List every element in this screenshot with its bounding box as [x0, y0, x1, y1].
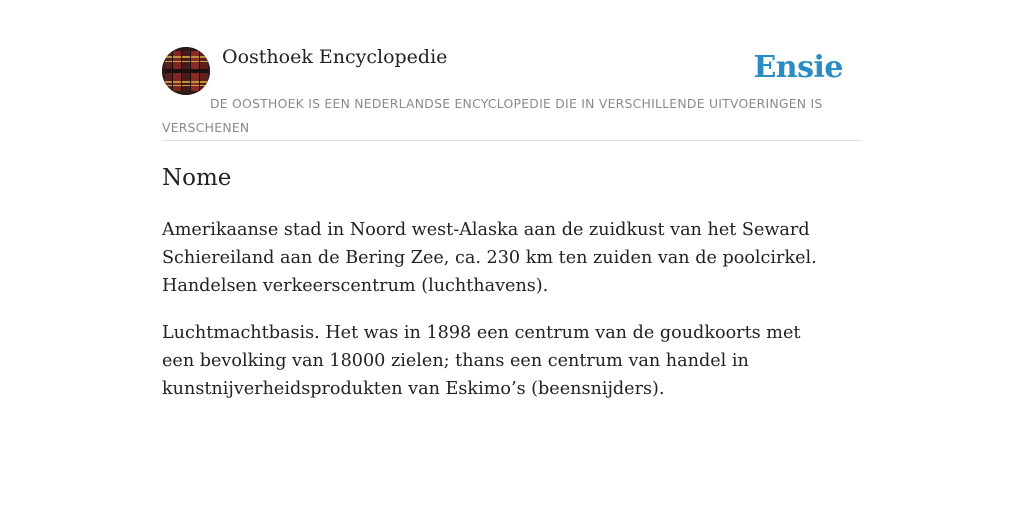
article: [162, 160, 862, 403]
article-paragraph: Amerikaanse stad in Noord west-Alaska aan de zuidkust van het Seward Schiereiland aan de Bering Zee, ca. 230 km ten zuiden van de poolcirkel. Handelsen verkeerscentrum (luchthavens).: [162, 220, 817, 296]
avatar[interactable]: [162, 47, 210, 95]
site-title-link[interactable]: Oosthoek Encyclopedie: [222, 46, 448, 68]
site-tagline: DE OOSTHOEK IS EEN NEDERLANDSE ENCYCLOPEDIE DIE IN VERSCHILLENDE UITVOERINGEN IS VERSCHENEN: [162, 96, 823, 135]
ensie-logo-link[interactable]: Ensie: [753, 50, 843, 85]
article-title: Nome: [162, 165, 232, 191]
article-paragraph: Luchtmachtbasis. Het was in 1898 een centrum van de goudkoorts met een bevolking van 18000 zielen; thans een centrum van handel in kunstnijverheidsprodukten van Eskimo’s (beensnijders).: [162, 323, 801, 399]
site-header: [162, 44, 862, 141]
book-spines-icon: [162, 47, 210, 95]
